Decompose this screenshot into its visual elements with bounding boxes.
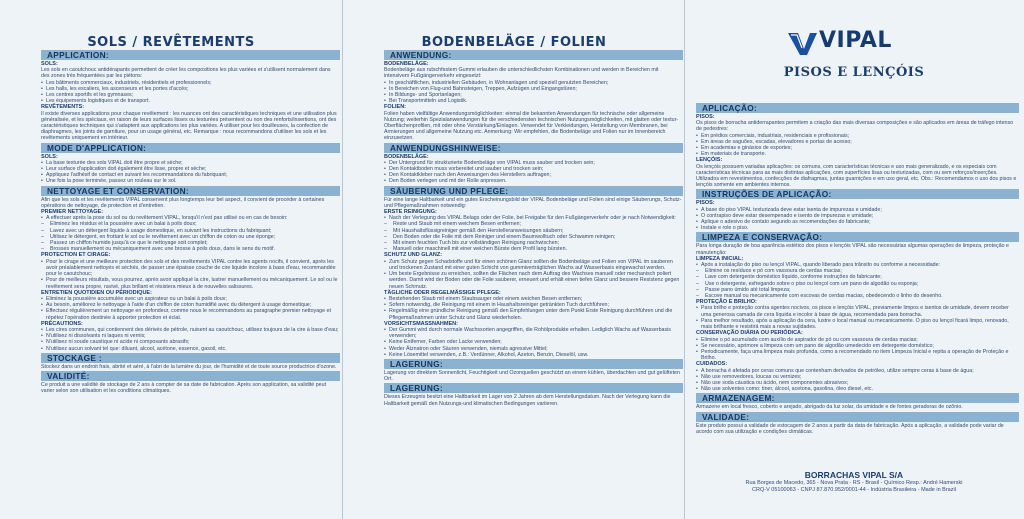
list-item: • Den Kontaktboden muss vorbereitet und sauber und trocken sein; xyxy=(384,166,683,172)
section-header-hinweise: ANWENDUNGSHINWEISE: xyxy=(384,143,683,153)
list-item: • Aplique o adesivo de contato segundo as recomendações do fabricante; xyxy=(696,219,1019,225)
subheading: PREMIER NETTOYAGE: xyxy=(41,209,104,216)
bullet-list xyxy=(696,337,1019,362)
section-header-lagerung: LAGERUNG: xyxy=(384,359,683,369)
bullet-list xyxy=(41,327,340,352)
page-title: PISOS E LENÇÓIS xyxy=(783,65,925,80)
list-item: – Den Boden oder die Folie mit dem Reiniger und einem Baumwolltuch oder Schwamm reinigen; xyxy=(384,234,683,240)
section-body xyxy=(685,200,1024,231)
list-item: • Pour de meilleurs résultats, vous pourrez, après avoir appliqué la cire, lustrer manuellement ou mécaniquement. Le sol ou le revêtement sera propre, ravivé, plus brillant et résistera mieux à de nouvelles salissures. xyxy=(41,277,340,289)
list-item: • La base texturée des sols VIPAL doit être propre et sèche; xyxy=(41,160,340,166)
brand-name: VIPAL xyxy=(819,28,892,53)
list-item: – Lavez avec un détergent liquide à usage domestique, en suivant les instructions du fabriquant; xyxy=(41,228,340,234)
company-footer xyxy=(684,471,1024,493)
list-item: • Les équipements logistiques et de transport. xyxy=(41,98,340,104)
list-item: • Appliquez l'adhésif de contact en suivant les recommandations du fabriquant; xyxy=(41,172,340,178)
list-item: – Escove manual ou mecanicamente com escovas de cerdas macias, obedecendo o linho do desenho. xyxy=(696,293,1019,299)
list-item: • Les cires communes, qui contiennent des dérivés de pétrole, nuisent au caoutchouc, utilisez toujours de la cire à base d'eau; xyxy=(41,327,340,333)
section-body xyxy=(0,197,342,352)
list-item: – Passe pano úmido até total limpeza; xyxy=(696,287,1019,293)
list-item: – Manuell oder maschinell mit einer weichen Bürste dem Profil lang bürsten. xyxy=(384,246,683,252)
paragraph: Il existe diverses applications pour chaque revêtement : les nuances ont des caractéristiques techniques et une utilisation plus généralisée, et les spéciaux, en raison de leurs surfaces lisses ou texturées présentent ou non des renforts/insertions, ont des caractéristiques techniques qui s'adaptent aux applications les plus variées. A utiliser pour les douilleuses, la confection de diaphragmes, les joints de garniture, pour un usage général, etc. Remarque : nous recommandons d'utiliser les sols et les revêtements uniquement en intérieur. xyxy=(41,110,337,142)
list-item: • A effectuer après la pose du sol ou du revêtement VIPAL, lorsqu'il n'est pas utilisé ou en cas de besoin: xyxy=(41,215,340,221)
section-body xyxy=(0,61,342,142)
section-header-stockage: STOCKAGE : xyxy=(41,353,340,363)
section-header-mode: MODE D'APPLICATION: xyxy=(41,143,340,153)
list-item: – Eliminez les résidus et la poussière avec un balai à poils doux; xyxy=(41,221,340,227)
section-header-aplicacao: APLICAÇÃO: xyxy=(696,103,1019,113)
subheading: FOLIEN: xyxy=(384,104,406,111)
paragraph: Os lençóis possuem variadas aplicações: os comuns, com características técnicas e uso mais generalizado, e os especiais com características técnicas para as mais distintas aplicações, com superfícies lisas ou texturizadas, com ou sem reforços/inserções. Utilizados em revestimentos, confecções de diafragmas, juntas guarnições e em uso geral, etc. Obs.: Recomendamos o uso dos pisos e lençóis somente em ambientes internos. xyxy=(696,163,1017,189)
french-column xyxy=(0,0,342,519)
bullet-list xyxy=(41,259,340,290)
list-item: • Effectuez régulièrement un nettoyage en profondeur, comme nous le recommandons au paragraphe premier nettoyage et répétez l'opération destinée à apporter protection et éclat. xyxy=(41,308,340,320)
list-item: • Den Boden verlegen und mit der Rolle anpressen. xyxy=(384,178,683,184)
subheading: ERSTE REINIGUNG: xyxy=(384,209,437,216)
list-item: • Der Untergrund für strukturierte Bodenbeläge von VIPAL muss sauber und trocken sein; xyxy=(384,160,683,166)
bullet-list xyxy=(384,327,683,358)
bullet-list xyxy=(696,133,1019,158)
list-item: • Para melhor resultado, após a aplicação da cera, lustre o local manual ou mecanicamente. O piso ou lençol ficará limpo, renovado, mais brilhante e resistirá mais a novas sujidades. xyxy=(696,318,1019,330)
list-item: • In Bereichen von Flug-und Bahnsteigen, Treppen, Aufzügen und Eingangstüren; xyxy=(384,86,683,92)
bullet-list xyxy=(41,160,340,185)
list-item: • A base do piso VIPAL texturizada deve estar isenta de impurezas e umidade; xyxy=(696,207,1019,213)
section-header-saeuberung: SÄUBERUNG UND PFLEGE: xyxy=(384,186,683,196)
subheading: PROTEÇÃO E BRILHO: xyxy=(696,299,757,306)
subheading: PRÉCAUTIONS: xyxy=(41,320,83,327)
list-item: • Para brilho e proteção contra agentes nocivos, os pisos e lençóis VIPAL, previamente limpos e isentos de umidade, devem receber uma generosa camada de cera líquida e incolor à base de água, recomendada para borracha. xyxy=(696,305,1019,317)
list-item: • Bestehenden Staub mit einem Staubsauger oder einem weichen Besen entfernen; xyxy=(384,296,683,302)
section-body xyxy=(685,423,1024,435)
paragraph: Bodenbeläge aus rutschfestem Gummi erlauben die unterschiedlichsten Kombinationen und werden in Bereichen mit intensivem Fußgängerverkehr eingesetzt: xyxy=(384,67,659,80)
subheading: BODENBELÄGE: xyxy=(384,61,429,67)
bullet-list xyxy=(384,259,683,290)
section-header-validite: VALIDITÉ: xyxy=(41,371,340,381)
section-body xyxy=(685,114,1024,188)
list-item: • Den Kontaktkleber nach den Anweisungen des Herstellers auftragen; xyxy=(384,172,683,178)
list-item: • In geschäftlichen, industriellen Gebäuden, in Wohnanlagen und speziell genutzten Bereichen; xyxy=(384,80,683,86)
subheading: CONSERVAÇÃO DIÁRIA OU PERIÓDICA: xyxy=(696,330,803,337)
section-header-anwendung: ANWENDUNG: xyxy=(384,50,683,60)
bullet-list xyxy=(41,80,340,105)
subheading: BODENBELÄGE: xyxy=(384,153,429,160)
subheading: PISOS: xyxy=(696,200,715,207)
subheading: SCHUTZ UND GLANZ: xyxy=(384,252,443,259)
list-item: • Em prédios comerciais, industriais, residenciais e profissionais; xyxy=(696,133,1019,139)
section-header-lagerung-2: LAGERUNG: xyxy=(384,383,683,393)
bullet-list xyxy=(41,296,340,321)
paragraph: Les sols en caoutchouc antidérapants permettent de créer les compositions les plus variées et s'utilisent normalement dans des zones très fréquentées par les piétons: xyxy=(41,67,331,80)
list-item: – Mit einem feuchten Tuch bis zur vollständigen Reinigung nachwischen; xyxy=(384,240,683,246)
subheading: PISOS: xyxy=(696,114,715,120)
list-item: • Pour le cirage et une meilleure protection des sols et des revêtements VIPAL contre les agents nocifs, il convient, après les avoir préalablement nettoyés et séchés, de passer une épaisse couche de cire liquide incolore à base d'eau, recommandée pour le caoutchouc; xyxy=(41,259,340,278)
list-item: • Zum Schutz gegen Schadstoffe und für einen schönen Glanz sollten die Bodenbeläge und Folien von VIPAL im sauberen und trockenen Zustand mit einer guten Schicht von gummiverträglichen Wachs auf Wasserbasis eingewachst werden. xyxy=(384,259,683,271)
list-item: – Utilisez le détergent, en frottant le sol ou le revêtement avec un chiffon de coton ou une éponge; xyxy=(41,234,340,240)
company-name: BORRACHAS VIPAL S/A xyxy=(804,470,904,480)
section-body xyxy=(0,364,342,370)
section-header-nettoyage: NETTOYAGE ET CONSERVATION: xyxy=(41,186,340,196)
list-item: • Les bâtiments commerciaux, industriels, résidentiels et professionnels; xyxy=(41,80,340,86)
list-item: • A borracha é afetada por ceras comuns que contenham derivados de petróleo, utilize sempre ceras à base de água; xyxy=(696,368,1019,374)
bullet-list xyxy=(696,305,1019,330)
list-item: • Após a instalação do piso ou lençol VIPAL, quando liberado para trânsito ou conforme a necessidade: xyxy=(696,262,1019,268)
subheading: CUIDADOS: xyxy=(696,361,728,368)
list-item: • Instale e role o piso. xyxy=(696,225,1019,231)
list-item: • Weder Ätznatron oder Säuren verwenden, niemals agressive Mittel; xyxy=(384,346,683,352)
subheading: SOLS: xyxy=(41,61,58,67)
bullet-list xyxy=(41,215,340,252)
list-item: • Não use solventes como: tiner, álcool, acetona, gasolina, óleo diesel, etc. xyxy=(696,386,1019,392)
section-header-validade: VALIDADE: xyxy=(696,412,1019,422)
paragraph: Stockez dans un endroit frais, abrité et aéré, à l'abri de la lumière du jour, de l'humidité et de toute source productrice d'ozone. xyxy=(41,363,337,370)
list-item: • Não use removedores, loucas ou vernizes; xyxy=(696,374,1019,380)
list-item: • Se necessário, aprimore a limpeza com um pano de algodão umedecido em detergente doméstico; xyxy=(696,343,1019,349)
list-item: • N'utilisez ni dissolvants ni laques ni vernis; xyxy=(41,333,340,339)
paragraph: Armazene em local fresco, coberto e arejado, abrigado da luz solar, da umidade e de fontes geradoras de ozônio. xyxy=(696,404,963,411)
page-title: SOLS / REVÊTEMENTS xyxy=(87,35,255,50)
section-header-armazenagem: ARMAZENAGEM: xyxy=(696,393,1019,403)
german-column xyxy=(342,0,685,519)
paragraph: Afin que les sols et les revêtements VIPAL conservent plus longtemps leur bel aspect, il convient de procéder à certaines opérations de nettoyage, de protection et d'entretien. xyxy=(41,196,325,209)
list-item: • Keine Entferner, Farben oder Lacke verwenden; xyxy=(384,339,683,345)
list-item: • Une fois la pose terminée, passez un rouleau sur le sol. xyxy=(41,178,340,184)
list-item: • Periodicamente, faça uma limpeza mais profunda, como a recomendado no item Limpeza Inicial e repita a operação de Proteção e Brilho. xyxy=(696,349,1019,361)
bullet-list xyxy=(696,207,1019,232)
subheading: PROTECTION ET CIRAGE: xyxy=(41,252,111,259)
bullet-list xyxy=(696,262,1019,299)
paragraph: Os pisos de borracha antiderrapantes permitem a criação das mais diversas composições e são aplicados em áreas de tráfego intenso de pedestres: xyxy=(696,120,1014,133)
paragraph: Lagerung vor direktem Sonnenlicht, Feuchtigkeit und Ozonquellen geschützt an einem kühlen, überdachten und gut gelüfteten Ort. xyxy=(384,369,680,383)
list-item: – Lave com detergente doméstico líquido, conforme instruções do fabricante; xyxy=(696,274,1019,280)
paragraph: Für eine lange Haltbarkeit und ein gutes Erscheinungsbild der VIPAL Bodenbeläge und Folien sind einige Säuberungs, Schutz-und Pflegemaßnahmen notwendig: xyxy=(384,196,682,209)
section-body xyxy=(0,382,342,394)
bullet-list xyxy=(696,368,1019,393)
section-body xyxy=(685,243,1024,392)
subheading: LENÇÓIS: xyxy=(696,157,723,164)
paragraph: Para longa duração de boa aparência estético dos pisos e lençóis VIPAL são necessárias algumas operações de limpeza, proteção e manutenção: xyxy=(696,243,1010,256)
section-body xyxy=(343,154,685,185)
list-item: • Eliminez la poussière accumulée avec un aspirateur ou un balai à poils doux; xyxy=(41,296,340,302)
section-body xyxy=(343,394,685,406)
subheading: SOLS: xyxy=(41,153,58,160)
list-item: • Les halls, les escaliers, les ascenseurs et les portes d'accès; xyxy=(41,86,340,92)
bullet-list xyxy=(384,160,683,185)
list-item: – Elimine os resíduos e pó com vassoura de cerdas macias; xyxy=(696,268,1019,274)
bullet-list xyxy=(384,296,683,321)
bullet-list xyxy=(384,215,683,252)
section-body xyxy=(343,370,685,382)
list-item: • N'utilisez ni soude caustique ni acide ni composants abrasifs; xyxy=(41,339,340,345)
list-item: • N'utilisez aucun solvant tel que: diluant, alcool, acétone, essence, gasoil, etc. xyxy=(41,346,340,352)
list-item: • Não use soda cáustica ou ácido, nem componentes abrasivos; xyxy=(696,380,1019,386)
list-item: • Um beste Ergebnisse zu erreichen, sollten die Flächen nach dem Auftrag des Wachses manuell oder mechanisch poliert werden. Damit wird der Boden oder die Folie sauberer, erneuert und erhält einen tiefen Glanz und bessere Resistenz gegen neuen Schmutz. xyxy=(384,271,683,290)
paragraph: Folien haben vielfältige Anwendungsmöglichkeiten: einmal die bekannten Anwendungen für technische oder allgemeine Nutzung; weiterhin Spezialanwendungen für die verschiedensten technischen Nutzungsmöglichkeiten, mit glatten oder textur-Oberflächenprofilen, mit oder ohne Verstärkung/Einlagen. Verwendet für Verkleidungen, Herstellung von Membranen, bei Armierungen und allgemeine Nutzung etc. Anmerkung: Wir empfehlen, die Bodenbeläge und Folien nur im Innenbereich einzusetzen. xyxy=(384,110,679,142)
list-item: • Em academias e ginásios de esportes; xyxy=(696,145,1019,151)
list-item: • In Bildungs- und Sportanlagen; xyxy=(384,92,683,98)
list-item: • Der Gummi wird durch normale Wachssorten angegriffen, die Rohölprodukte erhalten. Lediglich Wachs auf Wasserbasis verwenden; xyxy=(384,327,683,339)
bullet-list xyxy=(384,80,683,105)
list-item: • Elimine o pó acumulado com auxílio de aspirador de pó ou com vassoura de cerdas macias; xyxy=(696,337,1019,343)
section-body xyxy=(343,61,685,142)
list-item: – Passez un chiffon humide jusqu'à ce que le nettoyage soit complet; xyxy=(41,240,340,246)
paragraph: Este produto possui a validade de estocagem de 2 anos a partir da data de fabricação. Após a aplicação, a validade pode variar de acordo com sua utilização e condições climáticas. xyxy=(696,422,1004,435)
list-item: • Keine Lösemittel verwenden, z.B.: Verdünner, Alkohol, Azeton, Benzin, Dieselöl, usw. xyxy=(384,352,683,358)
subheading: ENTRETIEN QUOTIDIEN OU PÉRIODIQUE: xyxy=(41,289,152,296)
list-item: • Sofern notwendig, die Reinigung mit einem in Haushaltsreiniger getränkten Tuch durchführen; xyxy=(384,302,683,308)
list-item: – Reste und Staub mit einem weichem Besen entfernen; xyxy=(384,221,683,227)
section-header-instrucoes: INSTRUÇÕES DE APLICAÇÃO: xyxy=(696,189,1019,199)
list-item: • Bei Transportmitteln und Logistik. xyxy=(384,98,683,104)
section-body xyxy=(343,197,685,358)
paragraph: Dieses Erzeugnis besitzt eine Haltbarkeit im Lager von 2 Jahren ab dem Herstellungsdatum. Nach der Verlegung kann die Haltbarkeit gemäß den Nutzungs-und klimatischen Bedingungen variieren. xyxy=(384,394,671,407)
company-registry: CRQ-V 05100063 - CNPJ 87.870.952/0001-44 - Indústria Brasileira - Made in Brazil xyxy=(752,486,956,493)
list-item: • Regelmäßig eine gründliche Reinigung gemäß den Empfehlungen unter dem Punkt Erste Reinigung durchführen und die Pflegemaßnahmen unter Schutz und Glanz wiederholen. xyxy=(384,308,683,320)
list-item: • Em materiais de transporte. xyxy=(696,151,1019,157)
list-item: • Leur surface d'application doit également être lisse, propre et sèche; xyxy=(41,166,340,172)
subheading: TÄGLICHE ODER REGELMÄSSIGE PFLEGE: xyxy=(384,289,501,296)
page-title: BODENBELÄGE / FOLIEN xyxy=(421,35,607,50)
list-item: • Au besoin, améliorez le nettoyage à l'aide d'un chiffon de coton humidifié avec du détergent à usage domestique; xyxy=(41,302,340,308)
section-header-application: APPLICATION: xyxy=(41,50,340,60)
list-item: – Mit Haushaltsflüssigreiniger gemäß den Herstelleranweisungen säubern; xyxy=(384,228,683,234)
company-address: Rua Borges de Macedo, 365 - Nova Prata - RS - Brasil - Químico Resp.: André Hamerski xyxy=(745,480,963,486)
section-body xyxy=(0,154,342,185)
subheading: REVÊTEMENTS: xyxy=(41,104,85,111)
list-item: • O contrapiso deve estar desempenado e isento de impurezas e umidade; xyxy=(696,213,1019,219)
section-body xyxy=(685,404,1024,410)
list-item: • Nach der Verlegung des VIPAL Belags oder der Folie, bei Freigabe für den Fußgängerverkehr oder je nach Notwendigkeit: xyxy=(384,215,683,221)
paragraph: Ce produit a une validité de stockage de 2 ans à compter de sa date de fabrication. Après son application, sa validité peut varier selon son utilisation et les conditions climatiques. xyxy=(41,381,327,395)
subheading: VORSICHTSMASSNAHMEN: xyxy=(384,320,458,327)
list-item: – Brosses manuellement ou mécaniquement avec une brosse à poils doux, dans le sens du motif. xyxy=(41,246,340,252)
section-header-limpeza: LIMPEZA E CONSERVAÇÃO: xyxy=(696,232,1019,242)
list-item: – Use o detergente, esfregando sobre o piso ou lençol com um pano de algodão ou esponja; xyxy=(696,281,1019,287)
list-item: • Em áreas de saguões, escadas, elevadores e portas de acesso; xyxy=(696,139,1019,145)
list-item: • Les centres sportifs et les gymnases; xyxy=(41,92,340,98)
subheading: LIMPEZA INICIAL: xyxy=(696,255,744,262)
